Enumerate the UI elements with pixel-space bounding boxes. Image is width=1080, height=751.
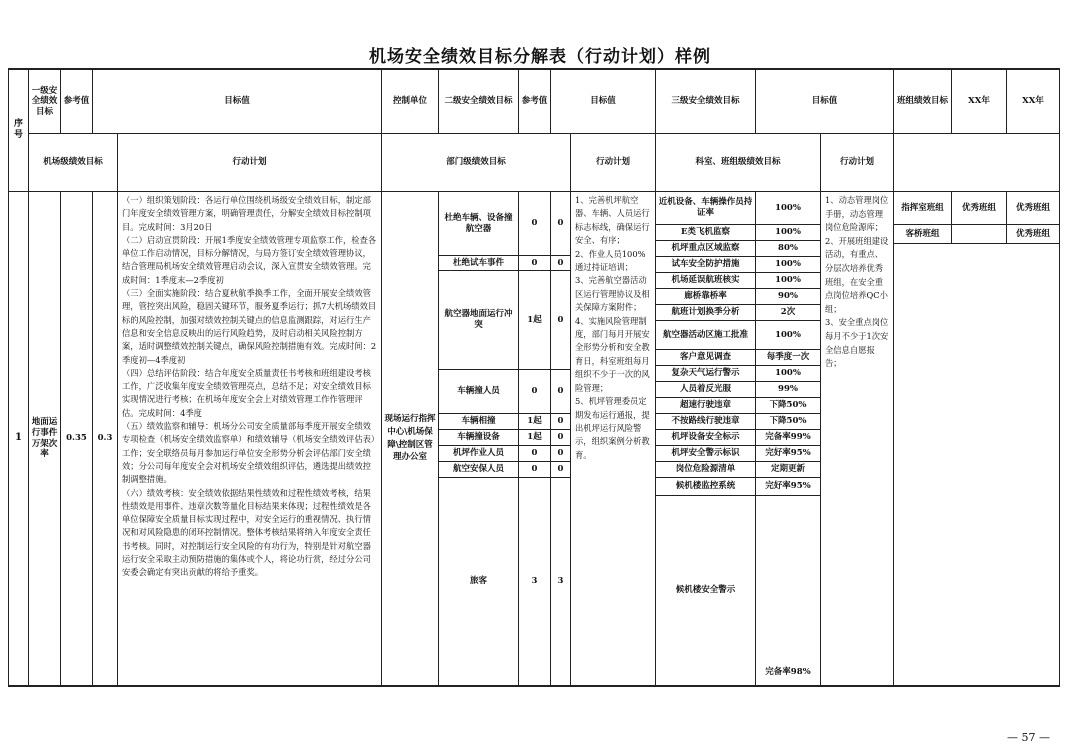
header-airport-target: 机场级绩效目标 <box>43 157 103 168</box>
header-team-target: 班组绩效目标 <box>896 96 948 107</box>
level2-name: 机坪作业人员 <box>452 448 504 459</box>
level3-value: 完备率98% <box>765 667 811 678</box>
header-action-plan-2: 行动计划 <box>595 157 630 168</box>
level3-name: 人员着反光服 <box>679 384 731 395</box>
level3-value: 90% <box>778 291 798 302</box>
level2-target: 0 <box>557 314 564 325</box>
level2-ref: 3 <box>531 576 538 587</box>
level3-value: 100% <box>775 329 801 340</box>
level2-ref: 1起 <box>527 314 542 325</box>
dept-plan-item: 3、完善航空器活动区运行管理协议及相关保障方案附件； <box>575 275 650 313</box>
team-year-2: 优秀班组 <box>1015 202 1050 213</box>
level2-target: 0 <box>557 464 564 475</box>
header-ref: 参考值 <box>63 96 90 107</box>
row-seq: 1 <box>15 432 22 444</box>
header-year-2: XX年 <box>1022 96 1044 107</box>
level2-target: 0 <box>557 448 564 459</box>
level2-name: 车辆撞人员 <box>457 386 500 397</box>
header-level1-goal: 一级安全绩效目标 <box>31 85 58 117</box>
page-title: 机场安全绩效目标分解表（行动计划）样例 <box>369 47 711 67</box>
level3-name: 候机楼安全警示 <box>675 585 736 596</box>
level3-value: 100% <box>775 227 801 238</box>
level2-target: 0 <box>557 386 564 397</box>
header-year-1: XX年 <box>968 96 990 107</box>
level3-value: 下降50% <box>769 400 807 411</box>
level2-name: 旅客 <box>469 576 487 587</box>
level2-target: 3 <box>557 576 564 587</box>
level3-name: 机坪设备安全标示 <box>671 432 740 443</box>
header-action-plan: 行动计划 <box>232 157 267 168</box>
team-name: 客桥班组 <box>905 228 940 239</box>
header-target: 目标值 <box>224 96 250 107</box>
level3-name: 机坪安全警示标识 <box>671 448 740 459</box>
dept-plan-item: 2、作业人员100%通过持证培训； <box>575 248 646 273</box>
level2-name: 航空器地面运行冲突 <box>444 309 513 330</box>
header-section-target: 科室、班组级绩效目标 <box>695 157 781 168</box>
level3-name: 超速行驶违章 <box>679 400 731 411</box>
row-target: 0.3 <box>97 433 113 444</box>
row-level1-goal: 地面运行事件万架次率 <box>31 417 58 460</box>
header-seq: 序号 <box>13 118 23 140</box>
level3-value: 100% <box>775 275 801 286</box>
level3-value: 完备率99% <box>765 432 811 443</box>
level3-value: 每季度一次 <box>766 352 810 363</box>
plan-item: （一）组织策划阶段：各运行单位围绕机场级安全绩效目标，制定部门年度安全绩效管理方案，明确管理责任，分解安全绩效目标控制项目。完成时间：3月20日 <box>122 195 371 232</box>
level2-name: 车辆撞设备 <box>457 432 500 443</box>
dept-plan-item: 4、实施风险管理制度，部门每月开展安全形势分析和安全教育日，科室班组每月组织不少于一次的风险管理； <box>575 315 650 393</box>
level3-name: 不按路线行驶违章 <box>671 416 740 427</box>
header-target2: 目标值 <box>590 96 616 107</box>
level2-ref: 0 <box>531 448 538 459</box>
level2-name: 车辆相撞 <box>461 416 496 427</box>
dept-action-plan <box>571 192 655 592</box>
level3-value: 完好率95% <box>765 481 811 492</box>
page-number: — 57 — <box>1007 731 1050 744</box>
level3-name: 廊桥靠桥率 <box>684 291 727 302</box>
team-year-2: 优秀班组 <box>1015 228 1050 239</box>
section-action-plan <box>821 192 893 432</box>
header-level2-goal: 二级安全绩效目标 <box>444 96 513 107</box>
level3-name: 航班计划换季分析 <box>671 307 740 318</box>
level3-value: 2次 <box>780 307 796 318</box>
level2-ref: 1起 <box>527 416 542 427</box>
team-year-1 <box>952 225 1006 243</box>
dept-plan-item: 1、完善机坪航空器、车辆、人员运行标志标线，确保运行安全、有序； <box>575 195 650 246</box>
action-plan-text <box>118 192 381 685</box>
team-name: 指挥室班组 <box>901 202 944 213</box>
header-action-plan-3: 行动计划 <box>839 157 874 168</box>
row-control-unit: 现场运行指挥中心\机场保障\控制区管理办公室 <box>384 414 436 463</box>
header-dept-target: 部门级绩效目标 <box>446 157 506 168</box>
dept-plan-item: 5、机坪管理委员定期发布运行通报，提出机坪运行风险警示，组织案例分析教育。 <box>575 396 650 460</box>
level3-name: 岗位危险源清单 <box>675 464 736 475</box>
level3-value: 99% <box>778 384 798 395</box>
level3-value: 80% <box>778 243 798 254</box>
level2-name: 航空安保人员 <box>452 464 504 475</box>
level2-target: 0 <box>557 432 564 443</box>
level2-name: 杜绝车辆、设备撞航空器 <box>444 212 513 234</box>
plan-item: （三）全面实施阶段：结合夏秋航季换季工作，全面开展安全绩效管理，管控突出风险，稳固关键环节，服务夏季运行；抓7大机场绩效目标的风险控制，加强对绩效控制关键点的信息监测跟踪，对运行生产信息和安全信息反映出的运行风险趋势，及时启动相关风险控制方案，适时调整绩效控制关键点，确保风险控制措施有效。完成时间：2季度初—4季度初 <box>122 288 377 365</box>
section-plan-item: 3、安全重点岗位每月不少于1次安全信息自愿报告； <box>825 317 889 369</box>
level2-name: 杜绝试车事件 <box>452 257 504 268</box>
level3-value: 100% <box>775 259 801 270</box>
level2-ref: 0 <box>531 464 538 475</box>
header-target3: 目标值 <box>811 96 838 107</box>
level3-value: 100% <box>775 202 801 213</box>
plan-item: （六）绩效考核：安全绩效依据结果性绩效和过程性绩效考核，结果性绩效是用事件、违章次数等量化目标结果来体现；过程性绩效是各单位保障安全质量目标实现过程中，对安全运行的重视情况、执行情况和对风险隐患的闭环控制情况。整体考核结果将纳入年度安全责任书考核。同时，对控制运行安全风险的有功行为，特别是针对航空器运行安全采取主动预防措施的集体或个人，将论功行赏，经过分公司安委会确定有突出贡献的将给予重奖。 <box>122 487 371 578</box>
level3-name: 试车安全防护措施 <box>671 259 740 270</box>
level3-name: 机场延误航班核实 <box>671 275 740 286</box>
level3-value: 下降50% <box>769 416 807 427</box>
level3-name: 客户意见调查 <box>679 352 731 363</box>
header-control-unit: 控制单位 <box>392 96 427 107</box>
section-plan-item: 1、动态管理岗位手册，动态管理岗位危险源库； <box>825 195 889 233</box>
plan-item: （四）总结评估阶段：结合年度安全质量责任书考核和班组建设考核工作，广泛收集年度安全绩效管理亮点，总结不足；对安全绩效目标实现情况进行考核；在机场年度安全会上对绩效管理工作作管理评估。完成时间：4季度 <box>122 367 371 418</box>
level3-name: 候机楼监控系统 <box>675 481 736 492</box>
level3-value: 完好率95% <box>765 448 811 459</box>
level3-value: 100% <box>775 368 801 379</box>
level2-target: 0 <box>557 416 564 427</box>
level2-ref: 1起 <box>527 432 542 443</box>
row-ref: 0.35 <box>66 433 87 444</box>
level2-target: 0 <box>557 218 564 229</box>
level2-ref: 0 <box>531 218 538 229</box>
plan-item: （五）绩效监察和辅导：机场分公司安全质量部每季度开展安全绩效专项检查（机场安全绩效监察单）和绩效辅导（机场安全绩效评估表）工作；安全联络员每月参加运行单位安全形势分析会评估部门安全绩效；分公司每年度安全会对机场安全绩效组织评估，遴选提出绩效控制调整措施。 <box>122 421 376 485</box>
level3-name: E类飞机监察 <box>681 227 730 238</box>
level2-ref: 0 <box>531 386 538 397</box>
level2-ref: 0 <box>531 257 538 268</box>
level2-target: 0 <box>557 257 564 268</box>
level3-name: 近机设备、车辆操作员持证率 <box>658 197 753 218</box>
team-year-1: 优秀班组 <box>961 202 996 213</box>
level3-value: 定期更新 <box>770 464 805 475</box>
header-ref2: 参考值 <box>521 96 548 107</box>
plan-item: （二）启动宣贯阶段：开展1季度安全绩效管理专项监察工作，检查各单位工作启动情况，目标分解情况，与局方签订安全绩效管理协议，结合管理局机场安全绩效管理启动会议，深入宣贯安全绩效管理。完成时间：1季度末—2季度初 <box>122 234 377 285</box>
level3-name: 航空器活动区施工批准 <box>662 329 748 340</box>
level3-name: 机坪重点区域监察 <box>671 243 740 254</box>
section-plan-item: 2、开展班组建设活动，有重点、分层次培养优秀班组，在安全重点岗位培养QC小组； <box>825 235 889 314</box>
header-level3-goal: 三级安全绩效目标 <box>671 96 740 107</box>
level3-name: 复杂天气运行警示 <box>671 368 740 379</box>
